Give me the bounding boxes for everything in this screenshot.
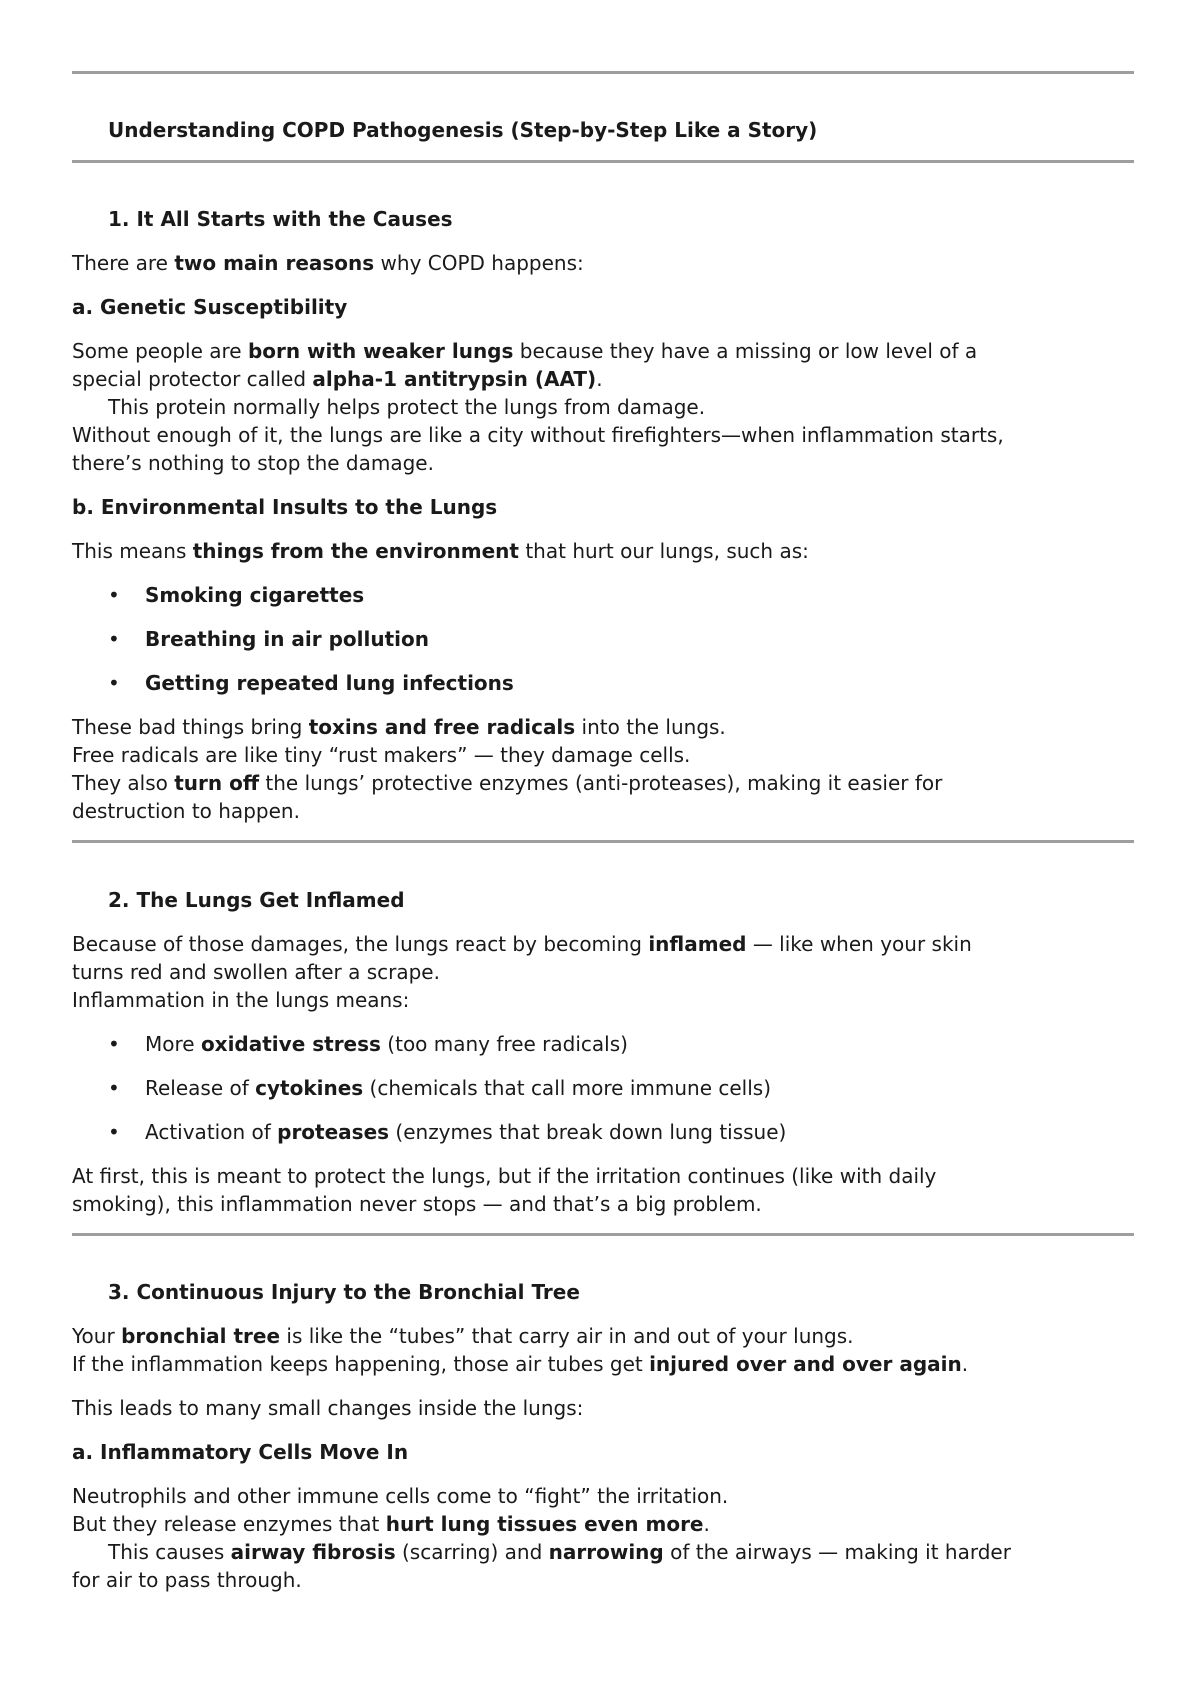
- environment-line-2: Free radicals are like tiny “rust makers” — they damage cells.: [72, 743, 691, 767]
- section-divider: [72, 1233, 1134, 1236]
- cells-line-4: for air to pass through.: [72, 1568, 302, 1592]
- bullet-icon: •: [108, 671, 120, 695]
- bullet-icon: •: [108, 1032, 120, 1056]
- injury-line-2: If the inflammation keeps happening, those air tubes get injured over and over again.: [72, 1352, 969, 1376]
- section-1-heading: 1. It All Starts with the Causes: [108, 207, 453, 231]
- bullet-icon: •: [108, 1076, 120, 1100]
- genetic-line-3: This protein normally helps protect the lungs from damage.: [108, 395, 706, 419]
- inflamed-line-2: turns red and swollen after a scrape.: [72, 960, 440, 984]
- genetic-line-1: Some people are born with weaker lungs because they have a missing or low level of a: [72, 339, 978, 363]
- inflamed-line-4: At first, this is meant to protect the lungs, but if the irritation continues (like with daily: [72, 1164, 937, 1188]
- document-page: Understanding COPD Pathogenesis (Step-by-Step Like a Story) 1. It All Starts with the Causes There are two main reasons why COPD happens: a. Genetic Susceptibility Some people are born with weaker lungs because they have a missing or low level of a special protector called alpha-1 antitrypsin (AAT). This protein normally helps protect the lungs from damage. Without enough of it, the lungs are like a city without firefighters—when inflammation starts, there’s nothing to stop the damage. b. Environmental Insults to the Lungs This means things from the environment that hurt our lungs, such as: • Smoking cigarettes • Breathing in air pollution • Getting repeated lung infections These bad things bring toxins and free radicals into the lungs. Free radicals are like tiny “rust makers” — they damage cells. They also turn off the lungs’ protective enzymes (anti-proteases), making it easier for destruction to happen. 2. The Lungs Get Inflamed Because of those damages, the lungs react by becoming inflamed — like when your skin turns red and swollen after a scrape. Inflammation in the lungs means: • More oxidative stress (too many free radicals) • Release of cytokines (chemicals that call more immune cells) • Activation of proteases (enzymes that break down lung tissue) At first, this is meant to protect the lungs, but if the irritation continues (like with daily smoking), this inflammation never stops — and that’s a big problem. 3. Continuous Injury to the Bronchial Tree Your bronchial tree is like the “tubes” that carry air in and out of your lungs. If the inflammation keeps happening, those air tubes get injured over and over again. This leads to many small changes inside the lungs: a. Inflammatory Cells Move In Neutrophils and other immune cells come to “fight” the irritation. But they release enzymes that hurt lung tissues even more. This causes airway fibrosis (scarring) and narrowing of the airways — making it harder for air to pass through.: [0, 0, 1200, 1696]
- environment-line-1: These bad things bring toxins and free radicals into the lungs.: [72, 715, 726, 739]
- cells-line-2: But they release enzymes that hurt lung tissues even more.: [72, 1512, 710, 1536]
- injury-line-1: Your bronchial tree is like the “tubes” that carry air in and out of your lungs.: [72, 1324, 854, 1348]
- injury-line-3: This leads to many small changes inside the lungs:: [72, 1396, 584, 1420]
- cells-line-3: This causes airway fibrosis (scarring) and narrowing of the airways — making it harder: [108, 1540, 1011, 1564]
- environment-line-4: destruction to happen.: [72, 799, 300, 823]
- bullet-icon: •: [108, 627, 120, 651]
- genetic-line-4: Without enough of it, the lungs are like a city without firefighters—when inflammation starts,: [72, 423, 1004, 447]
- top-rule: [72, 71, 1134, 74]
- environment-heading: b. Environmental Insults to the Lungs: [72, 495, 498, 519]
- section-1-intro: There are two main reasons why COPD happens:: [72, 251, 584, 275]
- section-divider: [72, 840, 1134, 843]
- inflamed-line-1: Because of those damages, the lungs react by becoming inflamed — like when your skin: [72, 932, 972, 956]
- bullet-icon: •: [108, 1120, 120, 1144]
- environment-line-3: They also turn off the lungs’ protective enzymes (anti-proteases), making it easier for: [72, 771, 943, 795]
- bullet-icon: •: [108, 583, 120, 607]
- inflamed-line-5: smoking), this inflammation never stops — and that’s a big problem.: [72, 1192, 762, 1216]
- title-rule: [72, 160, 1134, 163]
- genetic-heading: a. Genetic Susceptibility: [72, 295, 348, 319]
- section-3-heading: 3. Continuous Injury to the Bronchial Tree: [108, 1280, 580, 1304]
- page-title: Understanding COPD Pathogenesis (Step-by-Step Like a Story): [108, 118, 818, 142]
- genetic-line-2: special protector called alpha-1 antitrypsin (AAT).: [72, 367, 603, 391]
- inflamed-line-3: Inflammation in the lungs means:: [72, 988, 410, 1012]
- environment-intro: This means things from the environment that hurt our lungs, such as:: [72, 539, 809, 563]
- cells-line-1: Neutrophils and other immune cells come to “fight” the irritation.: [72, 1484, 729, 1508]
- inflammatory-cells-heading: a. Inflammatory Cells Move In: [72, 1440, 409, 1464]
- section-2-heading: 2. The Lungs Get Inflamed: [108, 888, 405, 912]
- genetic-line-5: there’s nothing to stop the damage.: [72, 451, 434, 475]
